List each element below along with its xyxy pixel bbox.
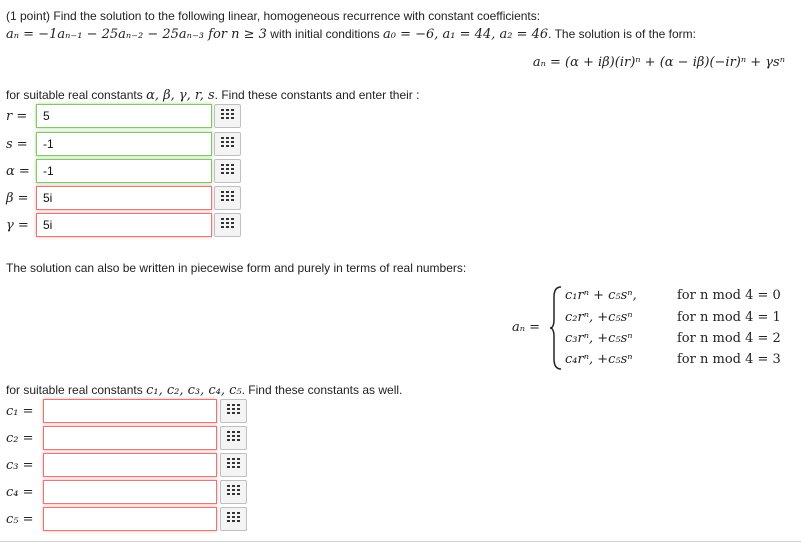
case-expr-1: c₂rⁿ, +c₅sⁿ [565,310,633,325]
label-gamma: γ = [6,218,29,233]
alpha-input[interactable] [36,159,212,183]
case-cond-0: for n mod 4 = 0 [677,288,781,303]
label-alpha: α = [6,164,30,179]
c1-input[interactable] [43,399,217,423]
piecewise-intro: The solution can also be written in piecewise form and purely in terms of real numbers: [6,261,467,275]
find-constants-text [6,88,419,103]
label-c5: c₅ = [6,512,34,527]
r-input[interactable] [36,104,212,128]
find-constants-post: . Find these constants and enter their : [214,88,420,102]
problem-intro [6,9,540,23]
case-cond-1: for n mod 4 = 1 [677,310,781,325]
initial-conditions: a₀ = −6, a₁ = 44, a₂ = 46 [383,27,549,42]
c5-palette-button[interactable] [220,507,247,531]
case-cond-3: for n mod 4 = 3 [677,352,781,367]
intro-text: Find the solution to the following linear, homogeneous recurrence with constant coefficients: [50,9,541,23]
equation-editor-icon [221,137,234,151]
c3-palette-button[interactable] [220,453,247,477]
equation-editor-icon [221,164,234,178]
label-beta: β = [6,191,29,206]
gamma-input[interactable] [36,213,212,237]
bottom-divider [0,541,801,542]
label-r: r = [6,109,28,124]
label-c1: c₁ = [6,404,34,419]
points-label: (1 point) [6,9,51,23]
s-palette-button[interactable] [214,132,241,156]
label-c2: c₂ = [6,431,34,446]
case-expr-2: c₃rⁿ, +c₅sⁿ [565,331,633,346]
equation-editor-icon [221,218,234,232]
beta-input[interactable] [36,186,212,210]
c1-palette-button[interactable] [220,399,247,423]
case-cond-2: for n mod 4 = 2 [677,331,781,346]
c2-input[interactable] [43,426,217,450]
equation-editor-icon [221,109,234,123]
equation-editor-icon [227,485,240,499]
recurrence-line [6,27,696,42]
case-expr-3: c₄rⁿ, +c₅sⁿ [565,352,633,367]
r-palette-button[interactable] [214,104,241,128]
left-brace [549,285,563,371]
solution-form-text: . The solution is of the form: [548,27,696,41]
piecewise-lhs: aₙ = [512,320,541,335]
equation-editor-icon [221,191,234,205]
c3-input[interactable] [43,453,217,477]
find-c-pre: for suitable real constants [6,383,147,397]
equation-editor-icon [227,404,240,418]
c2-palette-button[interactable] [220,426,247,450]
gamma-palette-button[interactable] [214,213,241,237]
label-s: s = [6,137,28,152]
find-c-post: . Find these constants as well. [241,383,403,397]
recurrence-equation: aₙ = −1aₙ₋₁ − 25aₙ₋₂ − 25aₙ₋₃ [6,27,205,42]
recurrence-condition: for n ≥ 3 [204,27,267,42]
find-constants-pre: for suitable real constants [6,88,147,102]
case-expr-0: c₁rⁿ + c₅sⁿ, [565,288,637,303]
label-c3: c₃ = [6,458,34,473]
equation-editor-icon [227,458,240,472]
with-initial-text: with initial conditions [266,27,383,41]
c5-input[interactable] [43,507,217,531]
find-c-text [6,383,402,398]
solution-form: aₙ = (α + iβ)(ir)ⁿ + (α − iβ)(−ir)ⁿ + γsⁿ [532,55,785,70]
find-c-vars: c₁, c₂, c₃, c₄, c₅ [146,383,242,398]
s-input[interactable] [36,132,212,156]
label-c4: c₄ = [6,485,34,500]
c4-palette-button[interactable] [220,480,247,504]
beta-palette-button[interactable] [214,186,241,210]
alpha-palette-button[interactable] [214,159,241,183]
equation-editor-icon [227,431,240,445]
find-constants-vars: α, β, γ, r, s [146,88,215,103]
c4-input[interactable] [43,480,217,504]
equation-editor-icon [227,512,240,526]
